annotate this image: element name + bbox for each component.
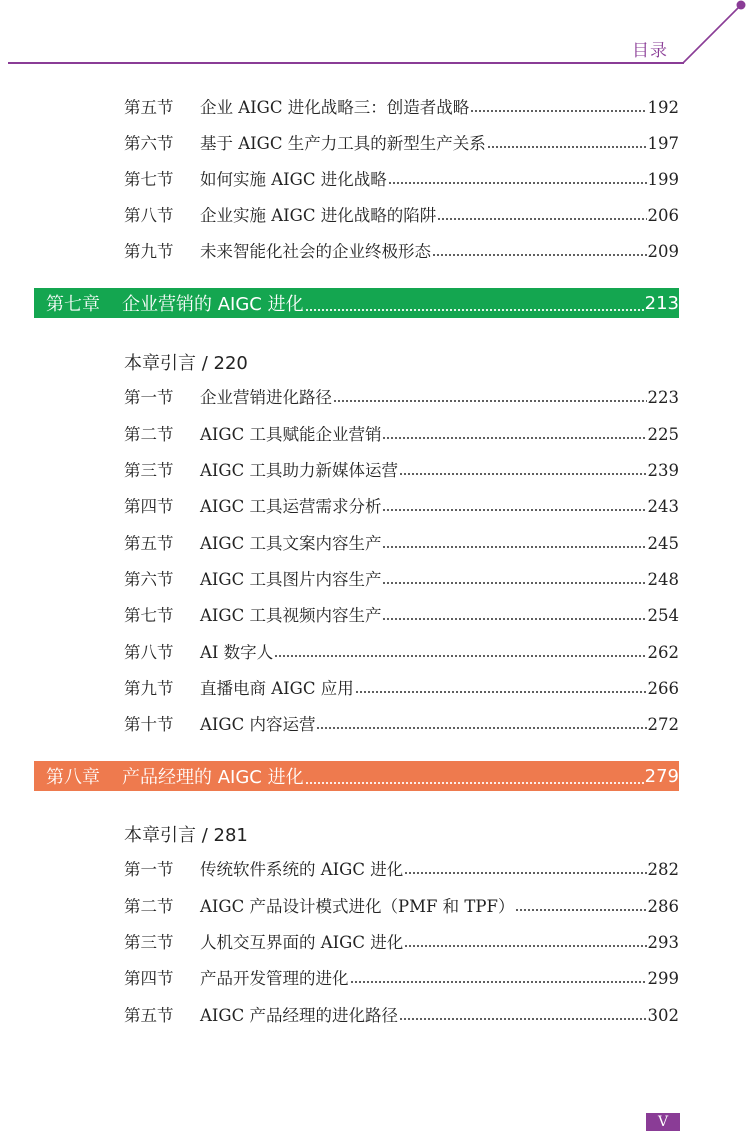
section-title: 产品开发管理的进化 xyxy=(200,969,349,988)
section-number: 第三节 xyxy=(124,933,174,952)
section-title: 基于 AIGC 生产力工具的新型生产关系 xyxy=(200,134,486,153)
toc-entry[interactable] xyxy=(124,130,679,156)
toc-entry[interactable] xyxy=(124,566,679,592)
dot-leader xyxy=(388,167,647,185)
toc-entry[interactable] xyxy=(124,675,679,701)
chapter-page: 279 xyxy=(644,765,679,787)
toc-entry[interactable] xyxy=(124,602,679,628)
toc-entry[interactable] xyxy=(124,493,679,519)
section-title: AIGC 工具文案内容生产 xyxy=(200,534,382,553)
section-number: 第五节 xyxy=(124,98,174,117)
section-number: 第七节 xyxy=(124,606,174,625)
page-number: 266 xyxy=(647,679,679,698)
section-number: 第二节 xyxy=(124,425,174,444)
page-number: 223 xyxy=(647,388,679,407)
chapter-8-intro[interactable]: 本章引言 / 281 xyxy=(124,825,248,846)
chapter-number: 第七章 xyxy=(46,294,100,315)
dot-leader xyxy=(316,712,646,730)
section-number: 第一节 xyxy=(124,860,174,879)
toc-entry[interactable] xyxy=(124,384,679,410)
dot-leader xyxy=(487,131,647,149)
toc-entry[interactable] xyxy=(124,421,679,447)
page-number: 239 xyxy=(647,461,679,480)
section-number: 第七节 xyxy=(124,170,174,189)
chapter-page: 213 xyxy=(644,292,679,314)
toc-entry[interactable] xyxy=(124,639,679,665)
toc-entry[interactable] xyxy=(124,965,679,991)
section-number: 第四节 xyxy=(124,497,174,516)
dot-leader xyxy=(350,966,647,984)
section-title: AIGC 工具赋能企业营销 xyxy=(200,425,382,444)
page-folio: V xyxy=(646,1113,680,1131)
dot-leader xyxy=(355,676,647,694)
toc-entry[interactable] xyxy=(124,893,679,919)
dot-leader xyxy=(515,894,646,912)
section-title: 未来智能化社会的企业终极形态 xyxy=(200,242,431,261)
dot-leader xyxy=(404,857,646,875)
chapter-title: 企业营销的 AIGC 进化 xyxy=(122,294,304,315)
section-title: 直播电商 AIGC 应用 xyxy=(200,679,354,698)
section-title: AIGC 工具运营需求分析 xyxy=(200,497,382,516)
header-rule xyxy=(8,62,684,64)
toc-entry[interactable] xyxy=(124,94,679,120)
page-number: 243 xyxy=(647,497,679,516)
chapter-8-banner[interactable] xyxy=(34,761,679,791)
chapter-7-intro[interactable]: 本章引言 / 220 xyxy=(124,353,248,374)
page-number: 245 xyxy=(647,534,679,553)
toc-entry[interactable] xyxy=(124,856,679,882)
section-number: 第五节 xyxy=(124,534,174,553)
section-title: 如何实施 AIGC 进化战略 xyxy=(200,170,387,189)
page-number: 302 xyxy=(647,1006,679,1025)
section-title: AIGC 工具图片内容生产 xyxy=(200,570,382,589)
running-header: 目录 xyxy=(632,41,668,61)
section-title: 企业实施 AIGC 进化战略的陷阱 xyxy=(200,206,437,225)
dot-leader xyxy=(305,766,644,786)
section-number: 第九节 xyxy=(124,679,174,698)
dot-leader xyxy=(437,203,646,221)
dot-leader xyxy=(333,385,647,403)
section-number: 第一节 xyxy=(124,388,174,407)
toc-entry[interactable] xyxy=(124,929,679,955)
page-number: 225 xyxy=(647,425,679,444)
toc-entry[interactable] xyxy=(124,202,679,228)
dot-leader xyxy=(399,458,647,476)
dot-leader xyxy=(274,640,646,658)
page-number: 272 xyxy=(647,715,679,734)
section-number: 第三节 xyxy=(124,461,174,480)
toc-entry[interactable] xyxy=(124,530,679,556)
section-title: 人机交互界面的 AIGC 进化 xyxy=(200,933,404,952)
page-number: 248 xyxy=(647,570,679,589)
page-number: 254 xyxy=(647,606,679,625)
page-number: 299 xyxy=(647,969,679,988)
section-number: 第八节 xyxy=(124,643,174,662)
section-title: AIGC 产品经理的进化路径 xyxy=(200,1006,398,1025)
chapter-number: 第八章 xyxy=(46,767,100,788)
page-number: 206 xyxy=(647,206,679,225)
dot-leader xyxy=(382,422,646,440)
section-number: 第五节 xyxy=(124,1006,174,1025)
section-number: 第六节 xyxy=(124,570,174,589)
page-number: 262 xyxy=(647,643,679,662)
dot-leader xyxy=(382,603,646,621)
page-number: 209 xyxy=(647,242,679,261)
page-number: 197 xyxy=(647,134,679,153)
section-title: AI 数字人 xyxy=(200,643,274,662)
dot-leader xyxy=(382,494,646,512)
section-title: AIGC 工具助力新媒体运营 xyxy=(200,461,398,480)
section-number: 第十节 xyxy=(124,715,174,734)
section-number: 第六节 xyxy=(124,134,174,153)
page-number: 282 xyxy=(647,860,679,879)
toc-entry[interactable] xyxy=(124,238,679,264)
section-title: 企业 AIGC 进化战略三：创造者战略 xyxy=(200,98,470,117)
page-number: 199 xyxy=(647,170,679,189)
section-title: AIGC 工具视频内容生产 xyxy=(200,606,382,625)
section-title: AIGC 内容运营 xyxy=(200,715,316,734)
page-number: 293 xyxy=(647,933,679,952)
toc-entry[interactable] xyxy=(124,1002,679,1028)
chapter-7-banner[interactable] xyxy=(34,288,679,318)
page-number: 286 xyxy=(647,897,679,916)
section-title: AIGC 产品设计模式进化（PMF 和 TPF） xyxy=(200,897,515,916)
chapter-title: 产品经理的 AIGC 进化 xyxy=(122,767,304,788)
section-number: 第四节 xyxy=(124,969,174,988)
page-number: 192 xyxy=(647,98,679,117)
toc-entry[interactable] xyxy=(124,711,679,737)
dot-leader xyxy=(404,930,646,948)
dot-leader xyxy=(432,239,647,257)
dot-leader xyxy=(305,293,644,313)
section-title: 传统软件系统的 AIGC 进化 xyxy=(200,860,404,879)
section-number: 第九节 xyxy=(124,242,174,261)
dot-leader xyxy=(382,531,646,549)
dot-leader xyxy=(470,95,646,113)
section-title: 企业营销进化路径 xyxy=(200,388,332,407)
dot-leader xyxy=(382,567,646,585)
toc-entry[interactable] xyxy=(124,166,679,192)
section-number: 第二节 xyxy=(124,897,174,916)
dot-leader xyxy=(399,1003,647,1021)
section-number: 第八节 xyxy=(124,206,174,225)
toc-entry[interactable] xyxy=(124,457,679,483)
